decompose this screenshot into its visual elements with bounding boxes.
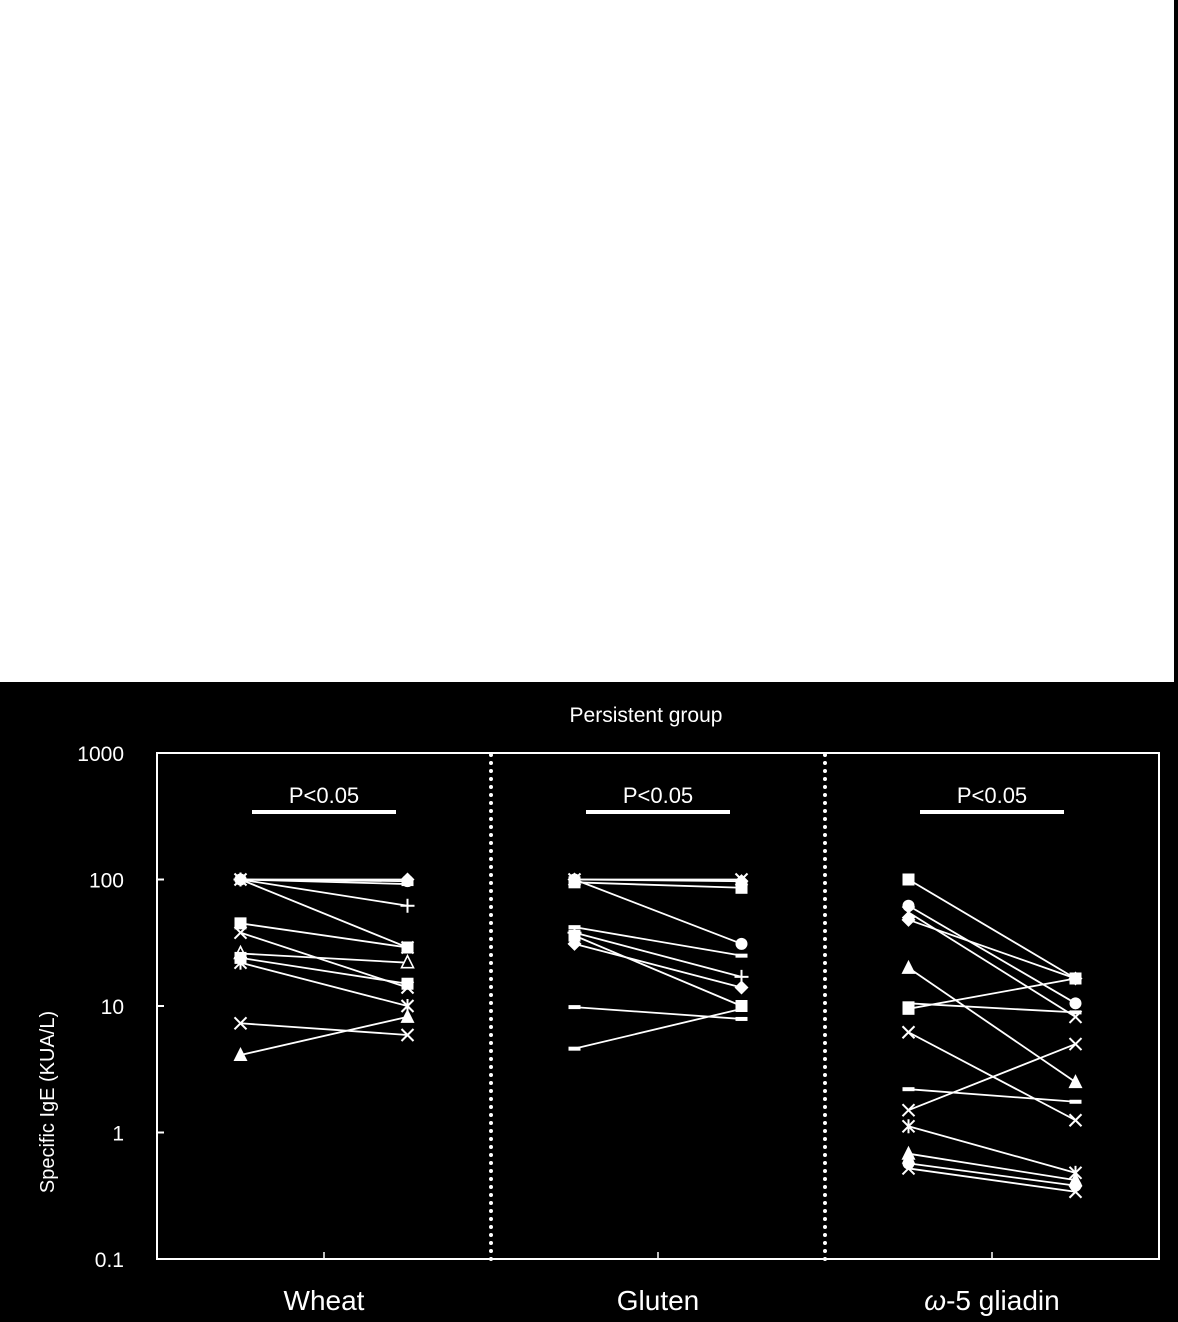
- panel-2: [825, 755, 1083, 1316]
- data-point-dash: [736, 1017, 748, 1021]
- panel-1: [491, 755, 749, 1316]
- marker-dash: [736, 1007, 748, 1011]
- data-point-dash: [1070, 1010, 1082, 1014]
- data-point-circle: [736, 938, 748, 950]
- paired-line: [241, 923, 408, 947]
- marker-square: [402, 942, 414, 954]
- marker-dash: [1070, 1100, 1082, 1104]
- pvalue-label: P<0.05: [956, 783, 1028, 808]
- data-point-dash: [903, 1087, 915, 1091]
- y-tick-label: 1000: [77, 743, 124, 766]
- marker-square: [903, 874, 915, 886]
- marker-dash: [402, 882, 414, 886]
- marker-square: [569, 930, 581, 942]
- data-point-dash: [569, 1005, 581, 1009]
- paired-line: [909, 978, 1076, 1008]
- data-point-triangle: [1069, 1074, 1083, 1088]
- data-point-x: [1070, 1038, 1082, 1050]
- marker-circle: [1070, 997, 1082, 1009]
- data-point-circle: [1070, 997, 1082, 1009]
- data-point-star: [903, 1119, 915, 1133]
- marker-circle: [736, 938, 748, 950]
- marker-square: [736, 882, 748, 894]
- category-label-main: ω: [924, 1285, 947, 1316]
- category-label: [284, 1285, 365, 1316]
- pvalue-label: P<0.05: [288, 783, 360, 808]
- chart-svg: [0, 682, 1178, 1322]
- pvalue-label: P<0.05: [622, 783, 694, 808]
- marker-dash: [903, 1087, 915, 1091]
- data-point-square: [736, 882, 748, 894]
- data-point-square: [569, 930, 581, 942]
- data-point-square: [402, 942, 414, 954]
- marker-circle: [569, 874, 581, 886]
- marker-circle: [1070, 1180, 1082, 1192]
- marker-square: [903, 1003, 915, 1015]
- data-point-square: [903, 1003, 915, 1015]
- y-tick-label: 1: [112, 1122, 124, 1146]
- data-point-circle: [1070, 1180, 1082, 1192]
- panel-0: [234, 783, 415, 1316]
- paired-line: [909, 1168, 1076, 1191]
- data-point-dash: [569, 1047, 581, 1051]
- marker-dash: [736, 1017, 748, 1021]
- data-point-dash: [736, 1007, 748, 1011]
- paired-line: [575, 927, 742, 956]
- marker-square: [402, 978, 414, 990]
- marker-square: [1070, 972, 1082, 984]
- data-point-circle: [903, 900, 915, 912]
- category-label: [924, 1285, 1059, 1316]
- y-tick-label: 100: [88, 869, 124, 893]
- data-point-x: [903, 1104, 915, 1116]
- data-point-dash: [402, 882, 414, 886]
- paired-line: [241, 1023, 408, 1035]
- paired-line: [575, 882, 742, 887]
- paired-line: [575, 880, 742, 944]
- category-label-main: Gluten: [616, 1285, 700, 1316]
- y-tick-label: 10: [100, 996, 124, 1019]
- paired-line: [909, 968, 1076, 1082]
- y-tick-label: 0.1: [94, 1249, 124, 1272]
- category-label-suffix: -5 gliadin: [946, 1285, 1060, 1316]
- data-point-dash: [736, 954, 748, 958]
- data-point-square: [1070, 972, 1082, 984]
- paired-line: [575, 1009, 742, 1049]
- data-point-square: [402, 978, 414, 990]
- paired-line: [241, 1017, 408, 1055]
- data-point-x: [1070, 1114, 1082, 1126]
- marker-triangle: [902, 960, 916, 974]
- data-point-square: [903, 874, 915, 886]
- paired-line: [241, 880, 408, 948]
- marker-diamond: [735, 981, 749, 995]
- data-point-x: [903, 1026, 915, 1038]
- data-point-plus: [401, 899, 415, 913]
- marker-triangle: [1069, 1074, 1083, 1088]
- marker-dash: [1070, 1010, 1082, 1014]
- data-point-dash: [1070, 1100, 1082, 1104]
- marker-dash: [736, 954, 748, 958]
- marker-dash: [569, 1047, 581, 1051]
- marker-dash: [569, 1005, 581, 1009]
- category-label-main: Wheat: [283, 1285, 365, 1316]
- paired-line: [575, 944, 742, 988]
- chart: [0, 682, 1178, 1322]
- data-point-circle: [569, 874, 581, 886]
- chart-title: Persistent group: [569, 704, 723, 727]
- data-point-diamond: [735, 981, 749, 995]
- y-axis-label: Specific IgE (KUA/L): [37, 1010, 59, 1194]
- data-point-triangle: [902, 960, 916, 974]
- paired-line: [909, 906, 1076, 1004]
- paired-line: [241, 963, 408, 1006]
- category-label: [617, 1285, 700, 1316]
- marker-circle: [903, 900, 915, 912]
- paired-line: [575, 1007, 742, 1019]
